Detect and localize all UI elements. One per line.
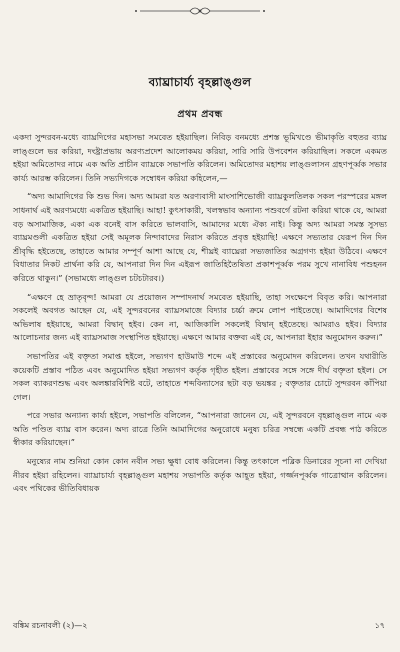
chapter-title: ব্যাঘ্রাচার্য্য বৃহল্লাঙ্গুল [148,75,252,89]
paragraph-quote: “এক্ষণে হে ভ্রাতৃবৃন্দ! আমরা যে প্রয়োজন সম্পাদনার্থ সমবেত হইয়াছি, তাহা সংক্ষেপে বিবৃত করি। আপনারা সকলেই অবগত আছেন যে, এই সুন্দরবনের ব্যাঘ্রসমাজে বিদ্যার চর্চ্চা ক্রমে লোপ পাইতেছে। আমাদিগের বিশেষ অভিলাষ হইয়াছে, আমরা বিদ্বান্ হইব। কেন না, আজিকালি সকলেই বিদ্বান্ হইতেছে। আমরাও হইব। বিদ্যার আলোচনার জন্য এই ব্যাঘ্রসমাজ সংস্থাপিত হইয়াছে। এক্ষণে আমার বক্তব্য এই যে, আপনারা ইহার অনুমোদন করুন।” [13,291,387,343]
paragraph: মনুষ্যের নাম শুনিয়া কোন কোন নবীন সভ্য ক্ষুধা বোধ করিলেন। কিন্তু তৎকালে পব্লিক ডিনারের সূচনা না দেখিয়া নীরব হইয়া রহিলেন। ব্যাঘ্রাচার্য্য বৃহল্লাঙ্গুল মহাশয় সভাপতি কর্তৃক আহূত হইয়া, গর্জ্জনপূর্ব্বক গাত্রোত্থান করিলেন। এবং পথিকের ভীতিবিধায়ক [13,456,387,494]
body-text [13,131,387,496]
paragraph-quote: “অদ্য আমাদিগের কি শুভ দিন। অদ্য আমরা যত অরণ্যবাসী মাংসাশিভোজী ব্যাঘ্রকুলতিলক সকল পরস্পরের মঙ্গল সাধনার্থ এই অরণ্যমধ্যে একত্রিত হইয়াছি। আহা! কুৎসাকারী, খলস্বভাব অন্যান্য পশুবর্গে রটনা করিয়া থাকে যে, আমরা বড় অসামাজিক, একা এক বনেই বাস করিতে ভালবাসি, আমাদের মধ্যে ঐক্য নাই। কিন্তু অদ্য আমরা সমস্ত সুসভ্য ব্যাঘ্রমণ্ডলী একত্রিত হইয়া সেই অমূলক নিন্দাবাদের নিরাস করিতে প্রবৃত্ত হইয়াছি! এক্ষণে সভ্যতার যেরূপ দিন দিন শ্রীবৃদ্ধি হইতেছে, তাহাতে আমার সম্পূর্ণ আশা আছে যে, শীঘ্রই ব্যাঘ্রেরা সভ্যজাতির অগ্রগণ্য হইয়া উঠিবে। এক্ষণে বিধাতার নিকট প্রার্থনা করি যে, আপনারা দিন দিন এইরূপ জাতিহিতৈষিতা প্রকাশপূর্ব্বক পরম সুখে নানাবিধ পশুহনন করিতে থাকুন।” (সভামধ্যে লাঙ্গুল চটচটারব।) [13,191,387,283]
book-reference: বঙ্কিম রচনাবলী (২)—২ [13,621,88,630]
page-number: ১৭ [374,621,385,630]
paragraph: সভাপতির এই বক্তৃতা সমাপ্ত হইলে, সভ্যগণ হাউমাউ শব্দে এই প্রস্তাবের অনুমোদন করিলেন। তখন যথারীতি কয়েকটি প্রস্তাব পঠিত এবং অনুমোদিত হইয়া সভ্যগণ কর্তৃক গৃহীত হইল। প্রস্তাবের সঙ্গে সঙ্গে দীর্ঘ বক্তৃতা হইল। সে সকল ব্যাকরণশুদ্ধ এবং অলঙ্কারবিশিষ্ট বটে, তাহাতে শব্দবিন্যাসের ছটা বড় ভয়ঙ্কর ; বক্তৃতার চোটে সুন্দরবন কাঁপিয়া গেল। [13,350,387,402]
paragraph: একদা সুন্দরবন-মধ্যে ব্যাঘ্রদিগের মহাসভা সমবেত হইয়াছিল। নিবিড় বনমধ্যে প্রশস্ত ভূমিখণ্ডে ভীমাকৃতি বহুতর ব্যাঘ্র লাঙ্গুলে ভর করিয়া, দংষ্ট্রাপ্রভায় অরণ্যপ্রদেশ আলোকময় করিয়া, সারি সারি উপবেশন করিয়াছিল। সকলে একমত হইয়া অমিতোদর নামে এক অতি প্রাচীন ব্যাঘ্রকে সভাপতি করিলেন। অমিতোদর মহাশয় লাঙ্গুলাসন গ্রহণপূর্ব্বক সভার কার্য্য আরম্ভ করিলেন। তিনি সভ্যদিগকে সম্বোধন করিয়া কহিলেন,— [13,132,387,183]
page-footer [13,620,387,634]
section-heading: প্রথম প্রবন্ধ [177,109,223,120]
paragraph: পরে সভার অন্যান্য কার্য্য হইলে, সভাপতি বলিলেন, “আপনারা জানেন যে, এই সুন্দরবনে বৃহল্লাঙ্গুল নামে এক অতি পণ্ডিত ব্যাঘ্র বাস করেন। অদ্য রাত্রে তিনি আমাদিগের অনুরোধে মনুষ্য চরিত্র সম্বন্ধে একটি প্রবন্ধ পাঠ করিতে স্বীকার করিয়াছেন।” [13,410,387,448]
ornament-divider [0,4,400,18]
